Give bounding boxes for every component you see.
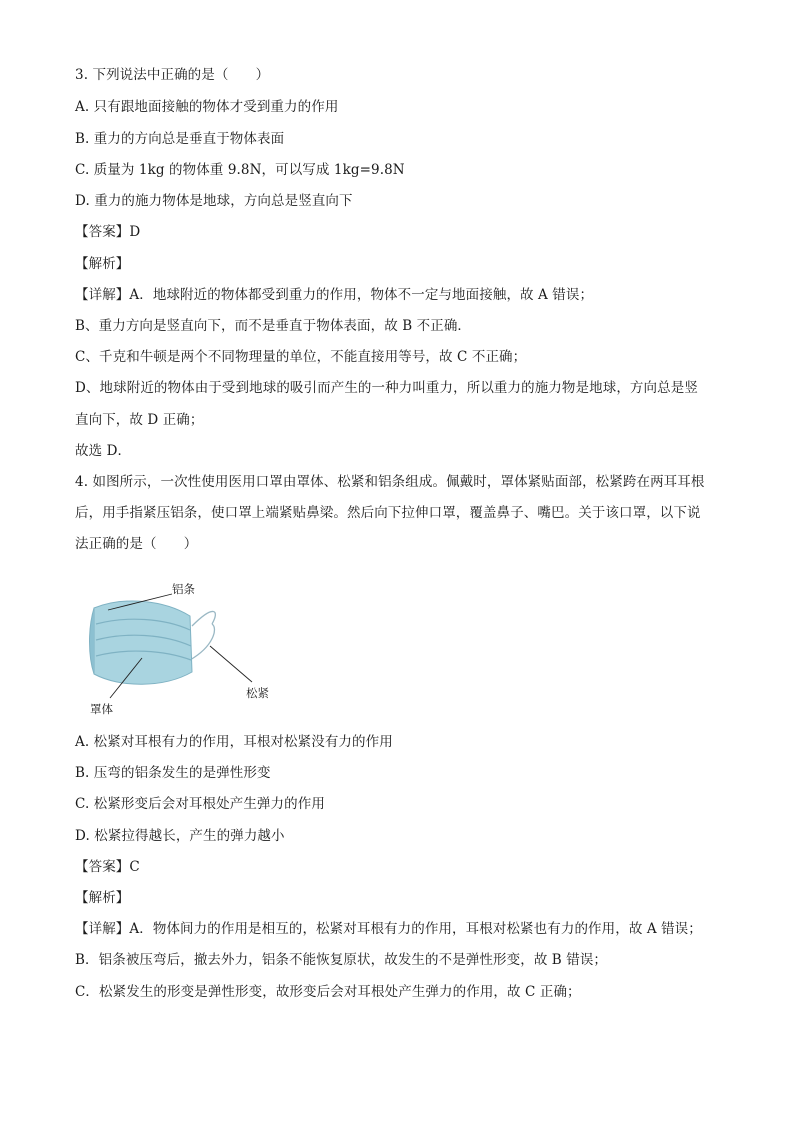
q4-detail-1: 【详解】A．物体间力的作用是相互的，松紧对耳根有力的作用，耳根对松紧也有力的作用，故 A 错误；: [75, 921, 702, 937]
q4-option-b: B. 压弯的铝条发生的是弹性形变: [75, 765, 271, 781]
mask-body-shape: [94, 601, 192, 684]
q4-option-d: D. 松紧拉得越长，产生的弹力越小: [75, 828, 285, 844]
q3-option-b: B. 重力的方向总是垂直于物体表面: [75, 131, 285, 147]
q3-option-c: C. 质量为 1kg 的物体重 9.8N，可以写成 1kg=9.8N: [75, 162, 405, 178]
mask-left-edge: [90, 608, 95, 674]
q4-option-a: A. 松紧对耳根有力的作用，耳根对松紧没有力的作用: [75, 734, 393, 750]
q4-stem-line-3: 法正确的是（ ）: [75, 536, 198, 552]
label-elastic: 松紧: [246, 686, 269, 700]
q4-option-c: C. 松紧形变后会对耳根处产生弹力的作用: [75, 796, 325, 812]
q4-stem-line-2: 后，用手指紧压铝条，使口罩上端紧贴鼻梁。然后向下拉伸口罩，覆盖鼻子、嘴巴。关于该口罩，以下说: [75, 505, 701, 521]
q3-conclusion: 故选 D．: [75, 443, 132, 459]
q3-answer: 【答案】D: [75, 224, 141, 240]
leader-line-elastic: [210, 646, 252, 682]
ear-loop-bottom: [190, 624, 214, 660]
q4-stem-line-1: 4. 如图所示，一次性使用医用口罩由罩体、松紧和铝条组成。佩戴时，罩体紧贴面部，松紧跨在两耳耳根: [75, 474, 705, 490]
q4-detail-3: C．松紧发生的形变是弹性形变，故形变后会对耳根处产生弹力的作用，故 C 正确；: [75, 984, 581, 1000]
label-mask-body: 罩体: [90, 702, 113, 716]
q3-option-a: A. 只有跟地面接触的物体才受到重力的作用: [75, 99, 339, 115]
q3-analysis-heading: 【解析】: [75, 256, 130, 272]
q4-analysis-heading: 【解析】: [75, 890, 130, 906]
q3-detail-2: B、重力方向是竖直向下，而不是垂直于物体表面，故 B 不正确．: [75, 318, 472, 334]
ear-loop-top: [192, 611, 215, 626]
q3-option-d: D. 重力的施力物体是地球，方向总是竖直向下: [75, 193, 353, 209]
mask-figure: [84, 576, 284, 718]
q3-detail-1: 【详解】A．地球附近的物体都受到重力的作用，物体不一定与地面接触，故 A 错误；: [75, 287, 594, 303]
q3-detail-3: C、千克和牛顿是两个不同物理量的单位，不能直接用等号，故 C 不正确；: [75, 349, 527, 365]
q4-answer: 【答案】C: [75, 859, 140, 875]
q3-detail-4a: D、地球附近的物体由于受到地球的吸引而产生的一种力叫重力，所以重力的施力物是地球，方向总是竖: [75, 380, 698, 396]
q3-detail-4b: 直向下，故 D 正确；: [75, 412, 204, 428]
q3-stem: 3. 下列说法中正确的是（ ）: [75, 67, 270, 83]
label-aluminum-strip: 铝条: [172, 582, 195, 596]
q4-detail-2: B．铝条被压弯后，撤去外力，铝条不能恢复原状，故发生的不是弹性形变，故 B 错误；: [75, 952, 608, 968]
